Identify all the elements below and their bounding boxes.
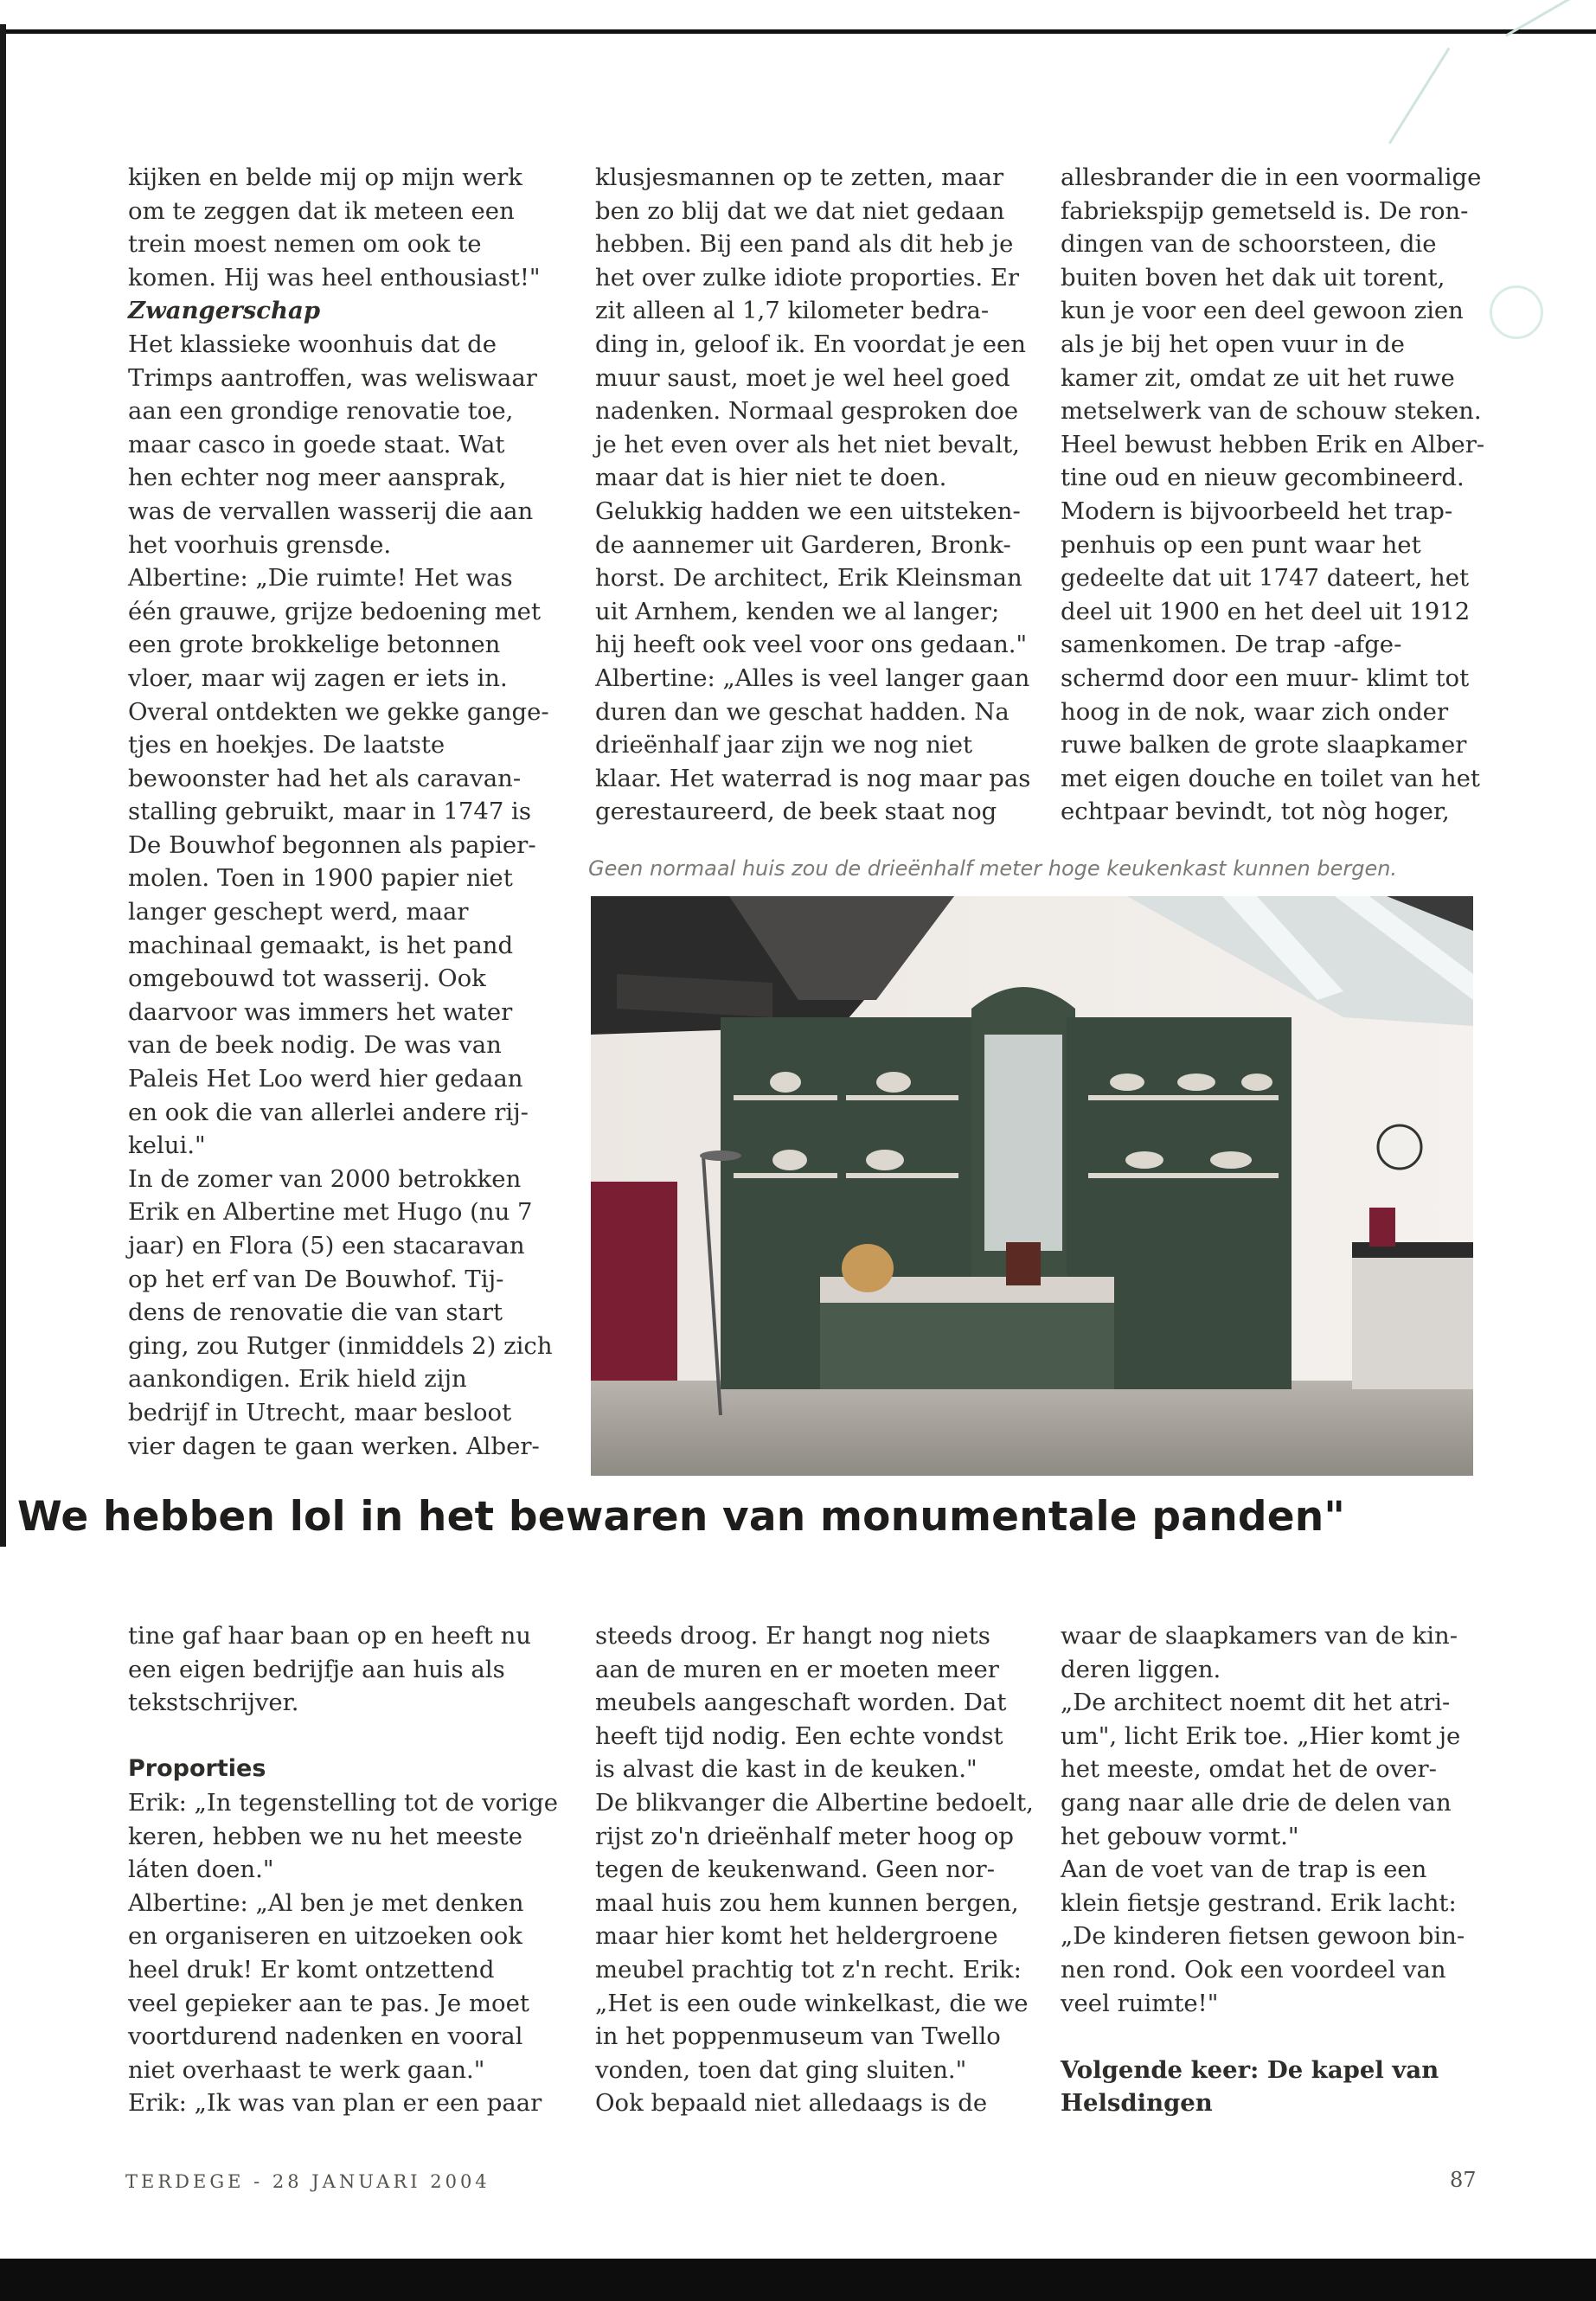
text-line: muur saust, moet je wel heel goed — [595, 363, 1010, 392]
text-line: bewoonster had het als caravan- — [128, 764, 522, 792]
text-line: niet overhaast te werk gaan." — [128, 2055, 485, 2084]
text-line: van de beek nodig. De was van — [128, 1031, 502, 1060]
next-issue-note: Helsdingen — [1061, 2089, 1213, 2118]
text-line: buiten boven het dak uit torent, — [1061, 263, 1445, 292]
article-column-3-bottom — [1061, 1619, 1493, 2120]
text-line: gedeelte dat uit 1747 dateert, het — [1061, 564, 1470, 593]
text-line: De blikvanger die Albertine bedoelt, — [595, 1788, 1034, 1817]
text-line: Het klassieke woonhuis dat de — [128, 330, 497, 358]
text-line: steeds droog. Er hangt nog niets — [595, 1622, 990, 1650]
text-line: De Bouwhof begonnen als papier- — [128, 830, 536, 859]
text-line: schermd door een muur- klimt tot — [1061, 663, 1470, 692]
text-line: Ook bepaald niet alledaags is de — [595, 2089, 988, 2118]
text-line: deren liggen. — [1061, 1655, 1221, 1683]
text-line: aan de muren en er moeten meer — [595, 1655, 999, 1683]
text-line: Heel bewust hebben Erik en Alber- — [1061, 430, 1485, 458]
text-line: maal huis zou hem kunnen bergen, — [595, 1888, 1019, 1917]
text-line: kijken en belde mij op mijn werk — [128, 163, 522, 191]
text-line: klein fietsje gestrand. Erik lacht: — [1061, 1888, 1457, 1917]
text-line: nen rond. Ook een voordeel van — [1061, 1955, 1446, 1984]
text-line: in het poppenmuseum van Twello — [595, 2022, 1001, 2051]
text-line: komen. Hij was heel enthousiast!" — [128, 263, 541, 292]
text-line: ding in, geloof ik. En voordat je een — [595, 330, 1027, 358]
paragraph-gap — [1061, 2020, 1493, 2054]
photo-red-object — [1369, 1208, 1395, 1247]
text-line: gang naar alle drie de delen van — [1061, 1788, 1452, 1817]
photo-floor — [591, 1381, 1473, 1476]
text-line: op het erf van De Bouwhof. Tij- — [128, 1265, 504, 1293]
text-line: deel uit 1900 en het deel uit 1912 — [1061, 597, 1471, 625]
text-line: echtpaar bevindt, tot nòg hoger, — [1061, 798, 1450, 826]
page-top-border — [0, 0, 1596, 34]
text-line: het meeste, omdat het de over- — [1061, 1755, 1437, 1784]
text-line: In de zomer van 2000 betrokken — [128, 1164, 522, 1193]
text-line: samenkomen. De trap -afge- — [1061, 631, 1402, 659]
text-line: kun je voor een deel gewoon zien — [1061, 297, 1464, 325]
article-column-2-top — [595, 161, 1031, 829]
text-line: het voorhuis grensde. — [128, 530, 392, 559]
text-line: láten doen." — [128, 1856, 274, 1884]
text-line: keren, hebben we nu het meeste — [128, 1822, 523, 1850]
text-line: één grauwe, grijze bedoening met — [128, 597, 542, 625]
text-line: duren dan we geschat hadden. Na — [595, 697, 1010, 726]
text-line: hoog in de nok, waar zich onder — [1061, 697, 1449, 726]
text-line: „De architect noemt dit het atri- — [1061, 1689, 1451, 1717]
text-line: Erik: „Ik was van plan er een paar — [128, 2089, 542, 2118]
text-line: horst. De architect, Erik Kleinsman — [595, 564, 1022, 593]
text-line: vonden, toen dat ging sluiten." — [595, 2055, 967, 2084]
text-line: het over zulke idiote proporties. Er — [595, 263, 1020, 292]
text-line: Trimps aantroffen, was weliswaar — [128, 363, 537, 392]
text-line: een grote brokkelige betonnen — [128, 631, 501, 659]
text-line: tegen de keukenwand. Geen nor- — [595, 1856, 995, 1884]
text-line: ging, zou Rutger (inmiddels 2) zich — [128, 1331, 553, 1360]
text-line: tjes en hoekjes. De laatste — [128, 731, 445, 760]
text-line: drieënhalf jaar zijn we nog niet — [595, 731, 973, 760]
photo-bottles — [1006, 1242, 1041, 1285]
text-line: het gebouw vormt." — [1061, 1822, 1299, 1850]
next-issue-note: Volgende keer: De kapel van — [1061, 2055, 1439, 2084]
text-line: vier dagen te gaan werken. Alber- — [128, 1432, 540, 1460]
text-line: je het even over als het niet bevalt, — [595, 430, 1020, 458]
photo-counter-base — [820, 1303, 1114, 1389]
text-line: uit Arnhem, kenden we al langer; — [595, 597, 1000, 625]
text-line: Aan de voet van de trap is een — [1061, 1856, 1427, 1884]
text-line: zit alleen al 1,7 kilometer bedra- — [595, 297, 990, 325]
text-line: kelui." — [128, 1131, 206, 1160]
text-line: trein moest nemen om ook te — [128, 230, 482, 259]
text-line: Paleis Het Loo werd hier gedaan — [128, 1065, 523, 1093]
text-line: hij heeft ook veel voor ons gedaan." — [595, 631, 1028, 659]
text-line: daarvoor was immers het water — [128, 997, 513, 1026]
text-line: Modern is bijvoorbeeld het trap- — [1061, 497, 1453, 525]
text-line: voortdurend nadenken en vooral — [128, 2022, 523, 2051]
photo-kitchen-cabinets-right — [1352, 1251, 1473, 1389]
text-line: „Het is een oude winkelkast, die we — [595, 1989, 1029, 2017]
text-line: aankondigen. Erik hield zijn — [128, 1365, 467, 1394]
footer-magazine-issue: TERDEGE - 28 JANUARI 2004 — [125, 2171, 490, 2192]
text-line: om te zeggen dat ik meteen een — [128, 196, 515, 225]
photo-bread — [842, 1244, 894, 1292]
text-line: jaar) en Flora (5) een stacaravan — [128, 1232, 525, 1259]
text-line: Albertine: „Al ben je met denken — [128, 1888, 524, 1917]
text-line: dingen van de schoorsteen, die — [1061, 230, 1437, 259]
text-line: rijst zo'n drieënhalf meter hoog op — [595, 1822, 1014, 1850]
kitchen-cabinet-photo — [591, 896, 1473, 1476]
text-line: stalling gebruikt, maar in 1747 is — [128, 798, 531, 826]
text-line: penhuis op een punt waar het — [1061, 530, 1421, 559]
text-line: meubel prachtig tot z'n recht. Erik: — [595, 1955, 1022, 1984]
text-line: um", licht Erik toe. „Hier komt je — [1061, 1721, 1461, 1750]
text-line: waar de slaapkamers van de kin- — [1061, 1622, 1458, 1650]
text-line: en ook die van allerlei andere rij- — [128, 1098, 529, 1126]
article-headline: We hebben lol in het bewaren van monumentale panden" — [17, 1493, 1346, 1541]
photo-lamp-shade — [700, 1150, 741, 1161]
text-line: maar dat is hier niet te doen. — [595, 464, 947, 492]
text-line: tekstschrijver. — [128, 1689, 299, 1717]
text-line: machinaal gemaakt, is het pand — [128, 931, 514, 959]
text-line: is alvast die kast in de keuken." — [595, 1755, 977, 1784]
photo-glass-vitrine — [984, 1035, 1062, 1251]
text-line: klaar. Het waterrad is nog maar pas — [595, 764, 1031, 792]
text-line: Zwangerschap — [128, 297, 321, 325]
text-line: Albertine: „Alles is veel langer gaan — [595, 663, 1030, 692]
text-line: dens de renovatie die van start — [128, 1298, 503, 1327]
text-line: met eigen douche en toilet van het — [1061, 764, 1480, 792]
photo-caption: Geen normaal huis zou de drieënhalf meter hoge keukenkast kunnen bergen. — [588, 856, 1398, 881]
text-line: als je bij het open vuur in de — [1061, 330, 1405, 358]
photo-wall-clock — [1378, 1125, 1421, 1169]
text-line: veel gepieker aan te pas. Je moet — [128, 1989, 529, 2017]
text-line: nadenken. Normaal gesproken doe — [595, 397, 1019, 426]
article-column-3-top — [1061, 161, 1493, 829]
article-column-1-top — [128, 161, 553, 1463]
section-heading: Proporties — [128, 1755, 266, 1783]
page-bottom-border — [0, 2259, 1596, 2301]
text-line: de aannemer uit Garderen, Bronk- — [595, 530, 1011, 559]
text-line: „De kinderen fietsen gewoon bin- — [1061, 1922, 1465, 1951]
decorative-circle — [1490, 285, 1543, 339]
text-line: heel druk! Er komt ontzettend — [128, 1955, 495, 1984]
footer-page-number: 87 — [1450, 2168, 1477, 2192]
text-line: hebben. Bij een pand als dit heb je — [595, 230, 1014, 259]
text-line: Overal ontdekten we gekke gange- — [128, 697, 549, 726]
text-line: aan een grondige renovatie toe, — [128, 397, 514, 426]
paragraph-gap — [128, 1720, 543, 1753]
page-left-border — [0, 24, 6, 1547]
text-line: Erik: „In tegenstelling tot de vorige — [128, 1788, 558, 1817]
text-line: was de vervallen wasserij die aan — [128, 497, 534, 525]
decorative-line — [1388, 48, 1450, 144]
text-line: maar casco in goede staat. Wat — [128, 430, 505, 458]
text-line: maar hier komt het heldergroene — [595, 1922, 998, 1951]
text-line: vloer, maar wij zagen er iets in. — [128, 663, 508, 692]
text-line: tine gaf haar baan op en heeft nu — [128, 1622, 532, 1650]
text-line: langer geschept werd, maar — [128, 898, 469, 926]
text-line: metselwerk van de schouw steken. — [1061, 397, 1482, 426]
text-line: allesbrander die in een voormalige — [1061, 163, 1482, 191]
text-line: ruwe balken de grote slaapkamer — [1061, 731, 1467, 760]
text-line: bedrijf in Utrecht, maar besloot — [128, 1398, 512, 1426]
text-line: gerestaureerd, de beek staat nog — [595, 798, 997, 826]
text-line: Erik en Albertine met Hugo (nu 7 — [128, 1198, 533, 1227]
text-line: en organiseren en uitzoeken ook — [128, 1922, 522, 1951]
text-line: kamer zit, omdat ze uit het ruwe — [1061, 363, 1455, 392]
text-line: veel ruimte!" — [1061, 1989, 1219, 2017]
text-line: Gelukkig hadden we een uitsteken- — [595, 497, 1021, 525]
text-line: tine oud en nieuw gecombineerd. — [1061, 464, 1465, 492]
text-line: omgebouwd tot wasserij. Ook — [128, 965, 486, 993]
text-line: klusjesmannen op te zetten, maar — [595, 163, 1004, 191]
text-line: een eigen bedrijfje aan huis als — [128, 1655, 505, 1683]
text-line: heeft tijd nodig. Een echte vondst — [595, 1721, 1003, 1750]
article-column-1-bottom — [128, 1619, 558, 2120]
text-line: fabriekspijp gemetseld is. De ron- — [1061, 196, 1469, 225]
text-line: molen. Toen in 1900 papier niet — [128, 864, 513, 893]
article-column-2-bottom — [595, 1619, 1034, 2120]
text-line: Albertine: „Die ruimte! Het was — [128, 564, 513, 593]
text-line: hen echter nog meer aansprak, — [128, 464, 507, 492]
text-line: meubels aangeschaft worden. Dat — [595, 1689, 1007, 1717]
text-line: ben zo blij dat we dat niet gedaan — [595, 196, 1005, 225]
